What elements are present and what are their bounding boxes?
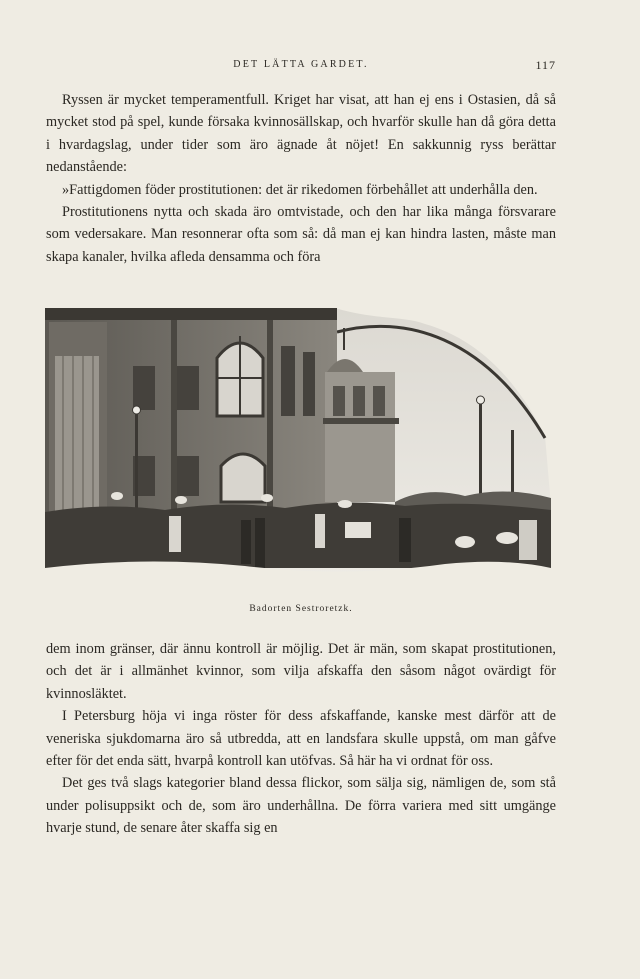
paragraph: Ryssen är mycket temperamentfull. Kriget har visat, att han ej ens i Ostasien, då så mycket stod på spel, kunde försaka kvinnosällskap, och hvarför skulle han då göra detta i hvardagslag, under tider som äro ägnade åt nöjet! En sakkunnig ryss berättar nedanstående: (46, 92, 556, 176)
paragraph: Prostitutionens nytta och skada äro omtvistade, och den har lika många försvarare som vedersakare. Man resonnerar ofta som så: då man ej kan hindra lasten, måste man skapa kanaler, hvilka afleda densamma och föra (46, 204, 556, 265)
paragraph: I Petersburg höja vi inga röster för dess afskaffande, kanske mest därför att de veneriska sjukdomarna äro så utbredda, att en landsfara skulle uppstå, om man gåfve efter för det enda sätt, hvarpå kontroll kan utöfvas. Så här ha vi ordnat för oss. (46, 708, 556, 770)
figure-photo (45, 306, 555, 590)
paragraph: »Fattigdomen föder prostitutionen: det är rikedomen förbehållet att underhålla den. (62, 181, 538, 198)
figure-caption: Badorten Sestroretzk. (249, 604, 353, 614)
page-header (46, 58, 556, 74)
text-block-top (46, 89, 556, 268)
text-block-bottom (46, 638, 556, 840)
running-title: DET LÄTTA GARDET. (233, 59, 369, 70)
paragraph: Det ges två slags kategorier bland dessa flickor, som sälja sig, nämligen de, som stå under polisuppsikt och de, som äro underhållna. De förra variera med sitt umgänge hvarje stund, de senare åter skaffa sig en (46, 775, 556, 837)
paragraph: dem inom gränser, där ännu kontroll är möjlig. Det är män, som skapat prostitutionen, och det är i allmänhet kvinnor, som vilja afskaffa den såsom något ovärdigt för kvinnosläktet. (46, 641, 556, 702)
page-number: 117 (535, 58, 556, 72)
